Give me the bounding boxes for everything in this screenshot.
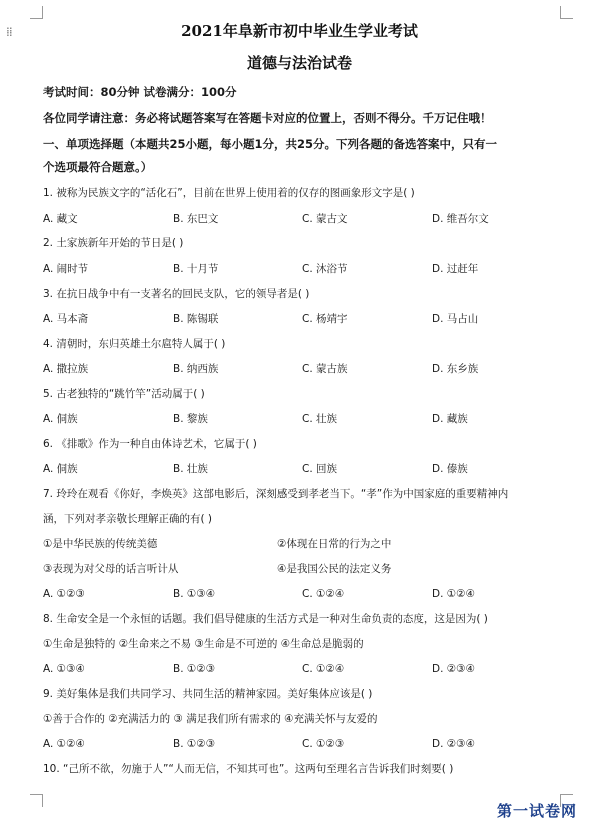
notice: 各位同学请注意：务必将试题答案写在答题卡对应的位置上，否则不得分。千万记住哦！	[43, 111, 492, 125]
crop-mark-top-left	[30, 6, 43, 19]
q7-option-b: B. ①③④	[173, 588, 216, 600]
q6-option-d: D. 傣族	[432, 463, 468, 475]
q5-option-c: C. 壮族	[302, 413, 338, 425]
q8-items: ①生命是独特的 ②生命来之不易 ③生命是不可逆的 ④生命总是脆弱的	[43, 638, 364, 650]
q2-option-c: C. 沐浴节	[302, 263, 348, 275]
exam-title: 2021年阜新市初中毕业生学业考试	[181, 22, 418, 40]
q3-option-b: B. 陈锡联	[173, 313, 219, 325]
q1-option-b: B. 东巴文	[173, 213, 219, 225]
q7-item-2: ②体现在日常的行为之中	[277, 538, 392, 550]
q8-option-c: C. ①②④	[302, 663, 345, 675]
q8-option-a: A. ①③④	[43, 663, 85, 675]
q4-option-c: C. 蒙古族	[302, 363, 348, 375]
question-4-stem: 4. 清朝时，东归英雄土尔扈特人属于( )	[43, 338, 226, 350]
q7-option-c: C. ①②④	[302, 588, 345, 600]
question-7-stem: 7. 玲玲在观看《你好，李焕英》这部电影后，深刻感受到孝老当下。“孝”作为中国家庭的重要精神内	[43, 488, 509, 500]
q8-option-d: D. ②③④	[432, 663, 475, 675]
q4-option-d: D. 东乡族	[432, 363, 479, 375]
q1-option-a: A. 藏文	[43, 213, 78, 225]
q7-item-1: ①是中华民族的传统美德	[43, 538, 158, 550]
q2-option-a: A. 闹时节	[43, 263, 89, 275]
exam-info: 考试时间：80分钟 试卷满分：100分	[43, 85, 237, 99]
q1-option-d: D. 维吾尔文	[432, 213, 489, 225]
crop-mark-top-right	[560, 6, 573, 19]
q6-option-c: C. 回族	[302, 463, 338, 475]
q3-option-a: A. 马本斋	[43, 313, 89, 325]
q6-option-a: A. 侗族	[43, 463, 78, 475]
question-9-stem: 9. 美好集体是我们共同学习、共同生活的精神家园。美好集体应该是( )	[43, 688, 373, 700]
q2-option-d: D. 过赶年	[432, 263, 479, 275]
question-1-stem: 1. 被称为民族文字的“活化石”，目前在世界上使用着的仅存的图画象形文字是( )	[43, 187, 415, 199]
q9-option-d: D. ②③④	[432, 738, 475, 750]
section-heading-line2: 个选项最符合题意。）	[43, 160, 153, 174]
q7-option-d: D. ①②④	[432, 588, 475, 600]
question-10-stem: 10. “己所不欲，勿施于人”“人而无信，不知其可也”。这两句至理名言告诉我们时刻要( )	[43, 763, 454, 775]
section-heading-line1: 一、单项选择题（本题共25小题，每小题1分，共25分。下列各题的备选答案中，只有一	[43, 137, 498, 151]
q5-option-a: A. 侗族	[43, 413, 78, 425]
q8-option-b: B. ①②③	[173, 663, 216, 675]
question-3-stem: 3. 在抗日战争中有一支著名的回民支队，它的领导者是( )	[43, 288, 310, 300]
q2-option-b: B. 十月节	[173, 263, 219, 275]
q7-option-a: A. ①②③	[43, 588, 85, 600]
q1-option-c: C. 蒙古文	[302, 213, 348, 225]
drag-handle-icon[interactable]: ⁞⁞	[6, 25, 12, 39]
question-5-stem: 5. 古老独特的“跳竹竿”活动属于( )	[43, 388, 205, 400]
question-8-stem: 8. 生命安全是一个永恒的话题。我们倡导健康的生活方式是一种对生命负责的态度，这是因为( )	[43, 613, 488, 625]
crop-mark-bottom-left	[30, 794, 43, 807]
exam-subtitle: 道德与法治试卷	[246, 54, 352, 72]
question-2-stem: 2. 土家族新年开始的节日是( )	[43, 237, 184, 249]
q3-option-c: C. 杨靖宇	[302, 313, 348, 325]
q4-option-b: B. 纳西族	[173, 363, 219, 375]
question-7-stem-cont: 涵，下列对孝亲敬长理解正确的有( )	[43, 513, 213, 525]
q9-option-c: C. ①②③	[302, 738, 345, 750]
q5-option-d: D. 藏族	[432, 413, 468, 425]
q6-option-b: B. 壮族	[173, 463, 208, 475]
q4-option-a: A. 撒拉族	[43, 363, 89, 375]
q7-item-3: ③表现为对父母的话言听计从	[43, 563, 179, 575]
watermark-logo: 第一试卷网	[496, 802, 577, 820]
q9-option-a: A. ①②④	[43, 738, 85, 750]
q9-option-b: B. ①②③	[173, 738, 216, 750]
question-6-stem: 6. 《排歌》作为一种自由体诗艺术，它属于( )	[43, 438, 257, 450]
q7-item-4: ④是我国公民的法定义务	[277, 563, 392, 575]
q5-option-b: B. 黎族	[173, 413, 208, 425]
q9-items: ①善于合作的 ②充满活力的 ③ 满足我们所有需求的 ④充满关怀与友爱的	[43, 713, 378, 725]
q3-option-d: D. 马占山	[432, 313, 479, 325]
